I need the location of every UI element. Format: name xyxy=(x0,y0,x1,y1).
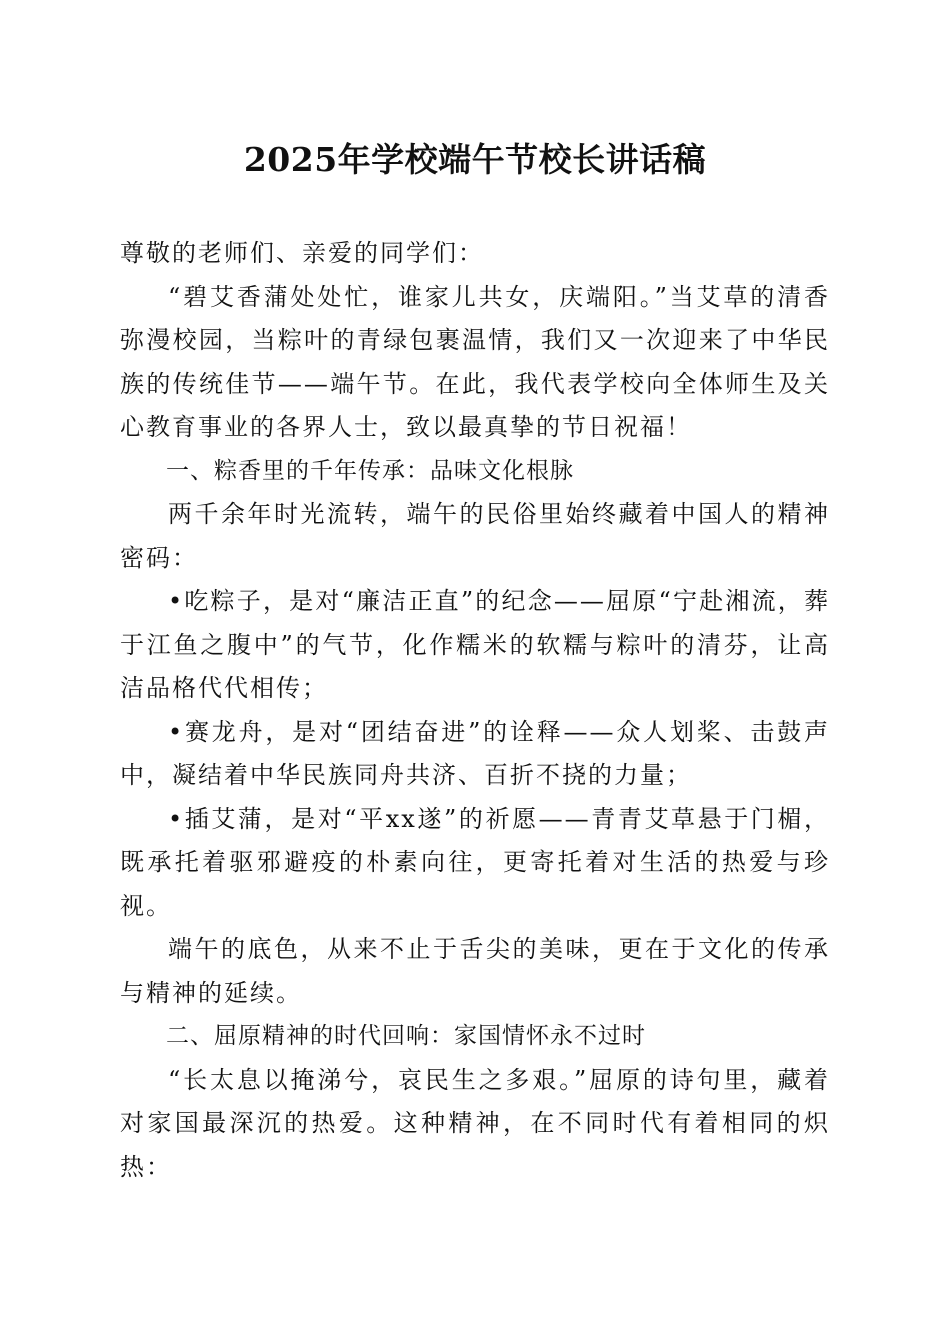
bullet-item-dragon-boat: •赛龙舟，是对“团结奋进”的诠释——众人划桨、击鼓声中，凝结着中华民族同舟共济、百折不挠的力量； xyxy=(120,717,830,789)
bullet-item-zongzi: •吃粽子，是对“廉洁正直”的纪念——屈原“宁赴湘流，葬于江鱼之腹中”的气节，化作糯米的软糯与粽叶的清芬，让高洁品格代代相传； xyxy=(120,587,830,702)
section1-closing-paragraph: 端午的底色，从来不止于舌尖的美味，更在于文化的传承与精神的延续。 xyxy=(120,935,830,1007)
section1-lead-paragraph: 两千余年时光流转，端午的民俗里始终藏着中国人的精神密码： xyxy=(120,500,830,572)
intro-paragraph: “碧艾香蒲处处忙，谁家儿共女，庆端阳。”当艾草的清香弥漫校园，当粽叶的青绿包裹温情，我们又一次迎来了中华民族的传统佳节——端午节。在此，我代表学校向全体师生及关心教育事业的各界人士，致以最真挚的节日祝福！ xyxy=(120,282,830,441)
salutation: 尊敬的老师们、亲爱的同学们： xyxy=(120,239,484,267)
document-body xyxy=(120,232,830,1189)
section-heading-1: 一、粽香里的千年传承：品味文化根脉 xyxy=(166,457,574,484)
document-title: 2025年学校端午节校长讲话稿 xyxy=(243,140,707,179)
bullet-item-mugwort: •插艾蒲，是对“平xx遂”的祈愿——青青艾草悬于门楣，既承托着驱邪避疫的朴素向往，更寄托着对生活的热爱与珍视。 xyxy=(120,804,830,920)
section2-lead-paragraph: “长太息以掩涕兮，哀民生之多艰。”屈原的诗句里，藏着对家国最深沉的热爱。这种精神，在不同时代有着相同的炽热： xyxy=(120,1065,830,1181)
section-heading-2: 二、屈原精神的时代回响：家国情怀永不过时 xyxy=(166,1023,646,1049)
